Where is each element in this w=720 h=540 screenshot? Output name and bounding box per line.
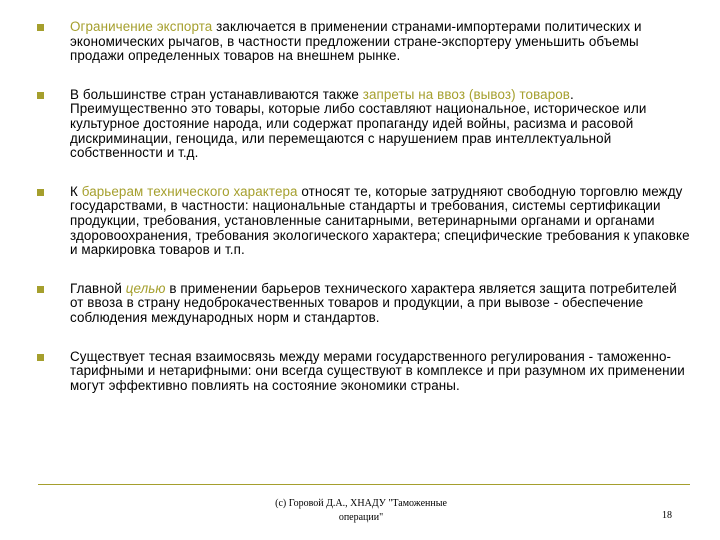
bullet-item-import-export-bans	[34, 88, 694, 161]
square-bullet-icon	[37, 92, 44, 99]
bullet-text-before: К	[70, 183, 82, 199]
bullet-text: Существует тесная взаимосвязь между мерами государственного регулирования - таможенно-тарифными и нетарифными: они всегда существуют в комплексе и при разумном их применении могут эффективно повлиять на состояние экономики страны.	[70, 348, 685, 393]
bullet-text-after: . Преимущественно это товары, которые либо составляют национальное, историческое или культурное достояние народа, или содержат пропаганду идей войны, расизма и расовой дискриминации, геноцида, или перемещаются с нарушением прав интеллектуальной собственности и т.д.	[70, 86, 647, 161]
bullet-list	[34, 20, 694, 393]
footer-line-2: операции"	[338, 512, 384, 523]
square-bullet-icon	[37, 24, 44, 31]
footer-copyright	[246, 497, 476, 525]
footer-line-1: (с) Горовой Д.А., ХНАДУ "Таможенные	[275, 498, 447, 509]
bullet-item-main-goal	[34, 282, 694, 326]
bullet-item-export-restriction	[34, 20, 694, 64]
square-bullet-icon	[37, 286, 44, 293]
term-export-restriction: Ограничение экспорта	[70, 19, 213, 34]
square-bullet-icon	[37, 354, 44, 361]
bullet-text-before: Главной	[70, 280, 126, 296]
term-goal: целью	[125, 280, 166, 296]
page-number: 18	[662, 510, 672, 521]
term-import-export-bans: запреты на ввоз (вывоз) товаров	[362, 86, 571, 102]
square-bullet-icon	[37, 189, 44, 196]
term-technical-barriers: барьерам технического характера	[81, 183, 298, 199]
bullet-item-technical-barriers	[34, 185, 694, 258]
bullet-text: заключается в применении странами-импортерами политических и экономических рычагов, в частности предложении стране-экспортеру уменьшить объемы продажи определенных товаров на внешнем рынке.	[70, 19, 642, 64]
footer-divider	[38, 484, 690, 485]
bullet-text-after: в применении барьеров технического характера является защита потребителей от ввоза в страну недоброкачественных товаров и продукции, а при вывозе - обеспечение соблюдения международных норм и стандартов.	[70, 280, 677, 325]
bullet-text-after: относят те, которые затрудняют свободную торговлю между государствами, в частности: национальные стандарты и требования, системы сертификации продукции, требования, установленные санитарными, ветеринарными органами и органами здоровоохранения, требования экологического характера; специфические требования к упаковке и маркировка товаров и т.п.	[70, 183, 690, 258]
bullet-text-before: В большинстве стран устанавливаются также	[70, 86, 363, 102]
bullet-item-interrelation	[34, 350, 694, 394]
